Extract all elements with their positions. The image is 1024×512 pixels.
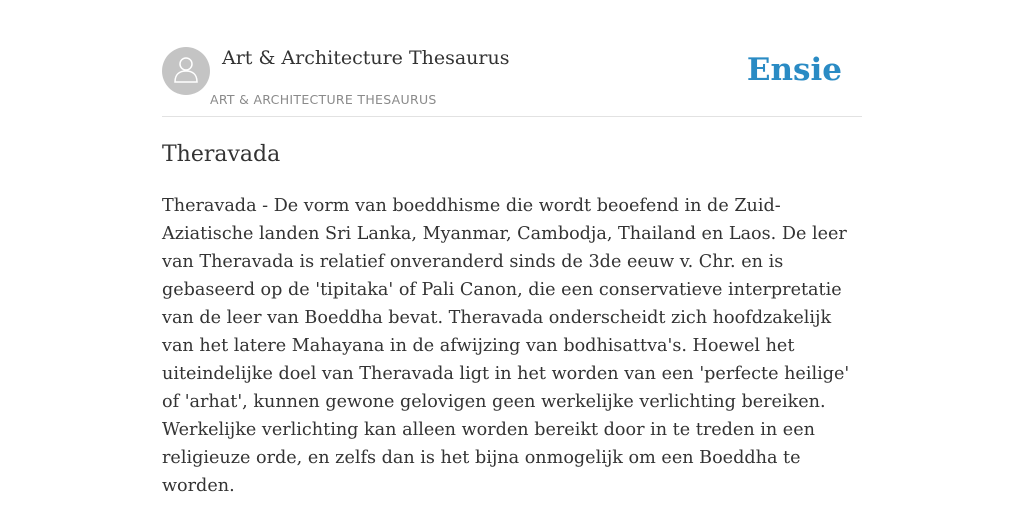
avatar[interactable] xyxy=(162,47,210,95)
brand-logo[interactable]: Ensie xyxy=(746,52,842,88)
user-icon xyxy=(173,55,199,88)
term-title: Theravada xyxy=(162,142,281,167)
source-name-link[interactable]: Art & Architecture Thesaurus xyxy=(222,47,510,69)
source-header xyxy=(162,46,862,117)
source-label: ART & ARCHITECTURE THESAURUS xyxy=(210,92,437,107)
definition-text: Theravada - De vorm van boeddhisme die wordt beoefend in de Zuid-Aziatische landen Sri Lanka, Myanmar, Cambodja, Thailand en Laos. De leer van Theravada is relatief onveranderd sinds de 3de eeuw v. Chr. en is gebaseerd op de 'tipitaka' of Pali Canon, die een conservatieve interpretatie van de leer van Boeddha bevat. Theravada onderscheidt zich hoofdzakelijk van het latere Mahayana in de afwijzing van bodhisattva's. Hoewel het uiteindelijke doel van Theravada ligt in het worden van een 'perfecte heilige' of 'arhat', kunnen gewone gelovigen geen werkelijke verlichting bereiken. Werkelijke verlichting kan alleen worden bereikt door in te treden in een religieuze orde, en zelfs dan is het bijna onmogelijk om een Boeddha te worden. xyxy=(162,196,850,496)
